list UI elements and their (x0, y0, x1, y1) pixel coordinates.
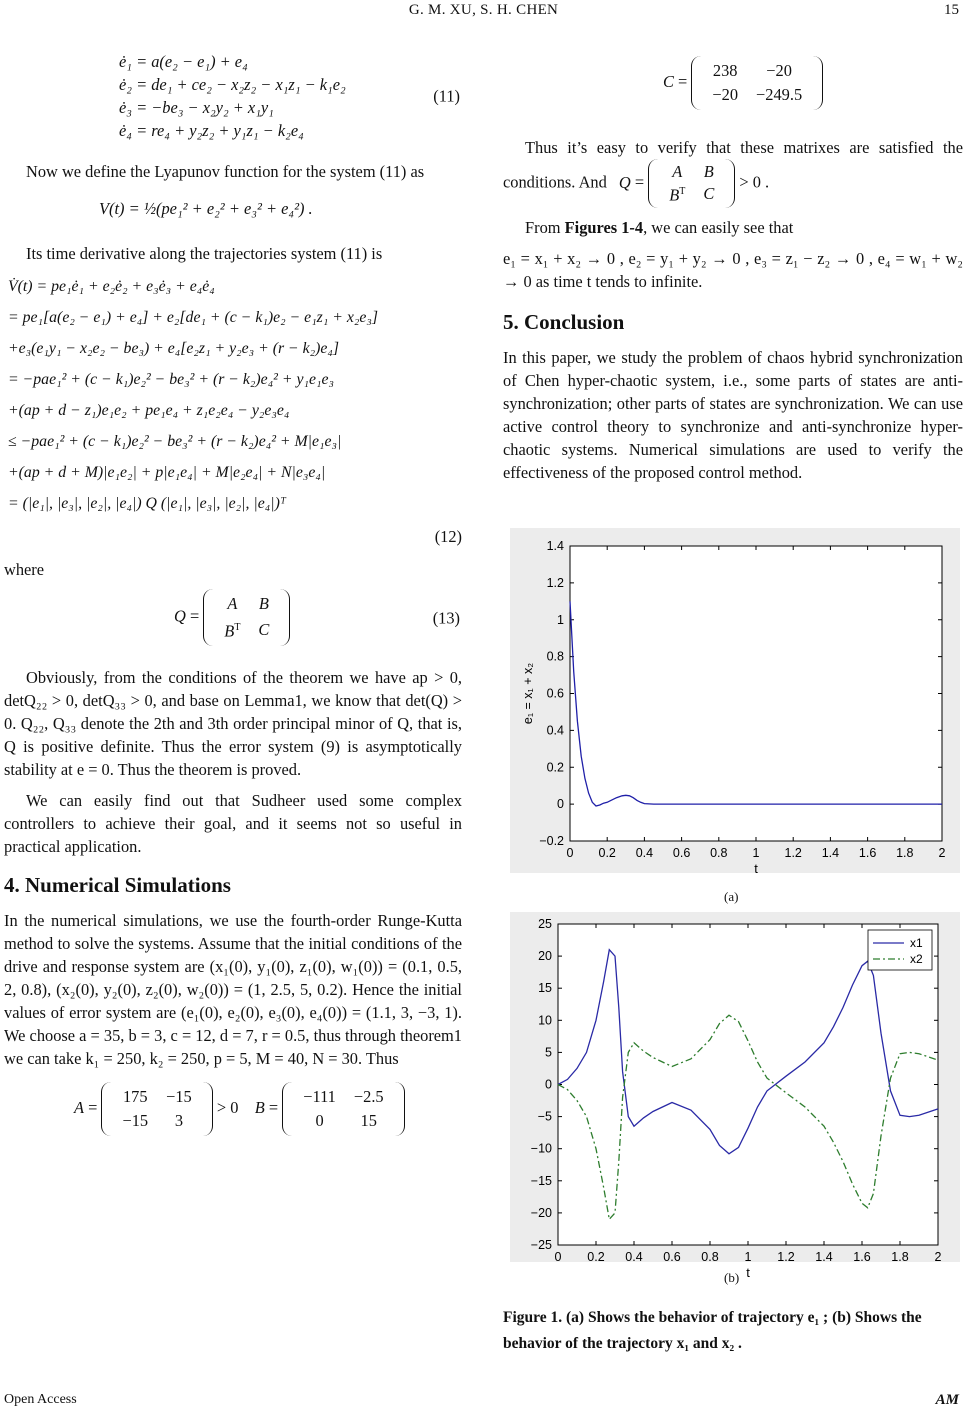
figure-b-label: (b) (724, 1270, 740, 1285)
y-tick-label: 1.4 (546, 539, 564, 553)
equation-line: +(ap + d + M)|e₁e₂| + p|e₁e₄| + M|e₂e₄| + N|e₃e₄| (8, 464, 326, 481)
y-tick-label: −20 (530, 1205, 552, 1220)
y-tick-label: 0.8 (546, 649, 564, 664)
x-tick-label: 0.8 (710, 846, 728, 860)
y-tick-label: 1.2 (546, 575, 564, 590)
equation-line: +e₃(e₁y₁ − x₂e₂ − be₃) + e₄[e₂z₁ + y₂e₃ + (r − k₂)e₄] (8, 340, 340, 357)
equation-line: ≤ −pae₁² + (c − k₁)e₂² − be₃² + (r − k₂)e₄² + M|e₁e₃| (8, 433, 342, 450)
x-axis-label: t (754, 861, 758, 876)
paragraph: Obviously, from the conditions of the theorem we have ap > 0, detQ₂₂ > 0, detQ₃₃ > 0, and base on Lemma1, we know that det(Q) > 0. Q₂₂, Q₃₃ denote the 2th and 3th order principal minor of Q, that is, Q is positive definite. Thus the error system (9) is asymptotically stability at e = 0. Thus the theorem is proved. (4, 668, 462, 780)
footer-left: Open Access (4, 1392, 77, 1407)
equation-line: ė₄ = re₄ + y₂z₂ + y₁z₁ − k₂e₄ (119, 121, 304, 140)
y-tick-label: −0.2 (539, 834, 564, 848)
figure-a-chart (510, 528, 960, 876)
y-tick-label: 0.4 (546, 723, 564, 738)
paragraph: Now we define the Lyapunov function for the system (11) as (26, 162, 425, 181)
equation-13: Q = A B $B^T$ C (13) (4, 589, 462, 646)
equation-line: ė₁ = a(e₂ − e₁) + e₄ (119, 52, 248, 71)
matrix-cell: 175 (122, 1087, 148, 1107)
paragraph (503, 216, 963, 239)
right-column (503, 56, 963, 492)
matrix-cell: −15 (122, 1111, 149, 1131)
y-tick-label: 0 (545, 1077, 552, 1092)
y-tick-label: 1 (557, 612, 564, 627)
y-tick-label: 15 (538, 981, 552, 996)
x-axis-label: t (746, 1265, 750, 1280)
matrix-b (282, 1082, 404, 1136)
footer-right: AM (935, 1392, 959, 1408)
x-tick-label: 0 (566, 846, 574, 860)
paragraph: where (4, 560, 45, 579)
matrix-q: A B $B^T$ C (203, 589, 290, 646)
figure-reference: Figures 1-4 (564, 218, 644, 238)
figure-caption: Figure 1. (a) Shows the behavior of trajectory e₁ ; (b) Shows the behavior of the trajectory x₁ and x₂ . (503, 1309, 922, 1352)
equation-number: (12) (434, 527, 462, 546)
figure-a-label: (a) (724, 889, 739, 904)
x-tick-label: 0.6 (672, 846, 691, 860)
x-tick-label: 0.4 (635, 846, 654, 860)
y-tick-label: −10 (530, 1141, 552, 1156)
equation-12 (4, 275, 462, 515)
equation-line: = −pae₁² + (c − k₁)e₂² − be₃² + (r − k₂)e₄² + y₁e₁e₃ (8, 371, 334, 388)
y-tick-label: 10 (538, 1013, 552, 1028)
paragraph: We can easily find out that Sudheer used some complex controllers to achieve their goal, and it seems not so useful in practical application. (4, 791, 462, 857)
matrix-c-equation: C = 238 −20 −20 −249.5 (503, 56, 963, 110)
x-tick-label: 0.6 (663, 1250, 681, 1264)
x-tick-label: 2 (934, 1250, 942, 1264)
lyapunov-function: V(t) = ½(pe₁² + e₂² + e₃² + e₄²) . (99, 199, 313, 218)
x-tick-label: 1 (752, 846, 760, 860)
x-tick-label: 2 (938, 846, 946, 860)
x-tick-label: 1.8 (896, 846, 914, 860)
x-tick-label: 1 (744, 1250, 752, 1264)
legend-label: x1 (910, 936, 923, 950)
section-heading: 5. Conclusion (503, 310, 625, 335)
x-tick-label: 0.4 (625, 1250, 643, 1264)
y-tick-label: 0.2 (546, 760, 564, 775)
matrix-cell: 0 (315, 1111, 324, 1131)
x-tick-label: 0.2 (598, 846, 616, 860)
equation-number: (11) (433, 86, 460, 106)
matrix-cell: −20 (712, 85, 739, 104)
x-tick-label: 1.6 (853, 1250, 871, 1264)
matrix-cell: −249.5 (756, 85, 803, 104)
equation-line: = (|e₁|, |e₃|, |e₂|, |e₄|) Q (|e₁|, |e₃|, |e₂|, |e₄|)ᵀ (8, 495, 286, 512)
equation-line: = pe₁[a(e₂ − e₁) + e₄] + e₂[de₁ + (c − k₁)e₂ − e₁z₁ + x₂e₃] (8, 309, 379, 326)
matrix-cell: −111 (303, 1087, 336, 1107)
y-tick-label: 20 (538, 949, 552, 964)
y-axis-label: e₁ = x₁ + x₂ (521, 662, 535, 725)
x-tick-label: 1.4 (815, 1250, 833, 1264)
matrix-c (691, 56, 823, 110)
plot-area (570, 546, 942, 841)
x-tick-label: 1.4 (821, 846, 840, 860)
text-span: From (525, 218, 565, 238)
matrix-cell: 3 (174, 1111, 184, 1131)
section-heading: 4. Numerical Simulations (4, 873, 231, 898)
y-tick-label: 0.6 (546, 686, 564, 701)
equation-line: V̇(t) = pe₁ė₁ + e₂ė₂ + e₃ė₃ + e₄ė₄ (8, 278, 215, 295)
x-tick-label: 0.8 (701, 1250, 719, 1264)
paragraph: In the numerical simulations, we use the fourth-order Runge-Kutta method to solve the systems. Assume that the initial conditions of the drive and response system are (x₁(0), y₁(0), z₁(0), w₁(0)) = (0.1, 0.5, 2, 0.8), (x₂(0), y₂(0), z₂(0), w₂(0)) = (1, 2.5, 5, 0.2). Hence the initial values of error system are (e₁(0), e₂(0), e₃(0), e₄(0)) = (1.1, 3, −3, 1). We choose a = 35, b = 3, c = 12, d = 7, r = 0.5, thus through theorem1 we can take k₁ = 250, k₂ = 250, p = 5, M = 40, N = 30. Thus (4, 911, 462, 1069)
equation-line: ė₂ = de₁ + ce₂ − x₂z₂ − x₁z₁ − k₁e₂ (119, 75, 346, 94)
equation-line: ė₃ = −be₃ − x₂y₂ + x₁y₁ (119, 98, 274, 117)
left-column (4, 50, 462, 1146)
page-number: 15 (944, 2, 959, 18)
matrix-cell: −2.5 (353, 1087, 384, 1107)
x-tick-label: 1.2 (784, 846, 802, 860)
matrix-cell: −15 (166, 1087, 192, 1107)
matrix-cell: 15 (360, 1111, 377, 1131)
y-tick-label: 25 (538, 917, 552, 931)
matrix-a (101, 1082, 212, 1136)
y-tick-label: −15 (530, 1173, 552, 1188)
equation-number: (13) (432, 608, 460, 628)
paragraph: Thus it’s easy to verify that these matrixes are satisfied the conditions. And Q = A B $B^T$ C > 0 . (503, 136, 963, 208)
paragraph: Its time derivative along the trajectories system (11) is (26, 244, 383, 263)
paragraph: In this paper, we study the problem of chaos hybrid synchronization of Chen hyper-chaotic system, i.e., some parts of states are anti-synchronization; other parts of states are synchronization. We can use active control theory to synchronize and anti-synchronize hyper-chaotic systems. Numerical simulations are used to verify the effectiveness of the proposed control method. (503, 348, 963, 483)
plot-area (558, 924, 938, 1245)
matrices-a-b: A = 175 −15 −15 3 > 0 B = −111 −2.5 0 15 (4, 1082, 462, 1136)
y-tick-label: 5 (545, 1045, 552, 1060)
paragraph-text: Thus it’s easy to verify that these matrixes are satisfied the conditions. And (503, 138, 963, 192)
matrix-cell: −20 (766, 61, 792, 80)
matrix-q-inline: A B $B^T$ C (648, 159, 735, 208)
equation-line: +(ap + d − z₁)e₁e₂ + pe₁e₄ + z₁e₂e₄ − y₂e₃e₄ (8, 402, 290, 419)
y-tick-label: 0 (557, 797, 564, 812)
running-header: G. M. XU, S. H. CHEN (408, 2, 559, 18)
y-tick-label: −5 (537, 1109, 552, 1124)
text-span: , we can easily see that (643, 218, 794, 238)
x-tick-label: 1.6 (858, 846, 877, 860)
figure-b-chart (510, 912, 960, 1280)
x-tick-label: 1.8 (891, 1250, 909, 1264)
paragraph: e₁ = x₁ + x₂ → 0 , e₂ = y₁ + y₂ → 0 , e₃ = z₁ − z₂ → 0 , e₄ = w₁ + w₂ → 0 as time t tends to infinite. (503, 249, 963, 292)
y-tick-label: −25 (530, 1238, 552, 1252)
x-tick-label: 0 (554, 1250, 562, 1264)
matrix-cell: 238 (712, 61, 738, 80)
equation-11 (4, 50, 462, 142)
legend-label: x2 (910, 952, 923, 966)
x-tick-label: 0.2 (587, 1250, 605, 1264)
x-tick-label: 1.2 (777, 1250, 795, 1264)
